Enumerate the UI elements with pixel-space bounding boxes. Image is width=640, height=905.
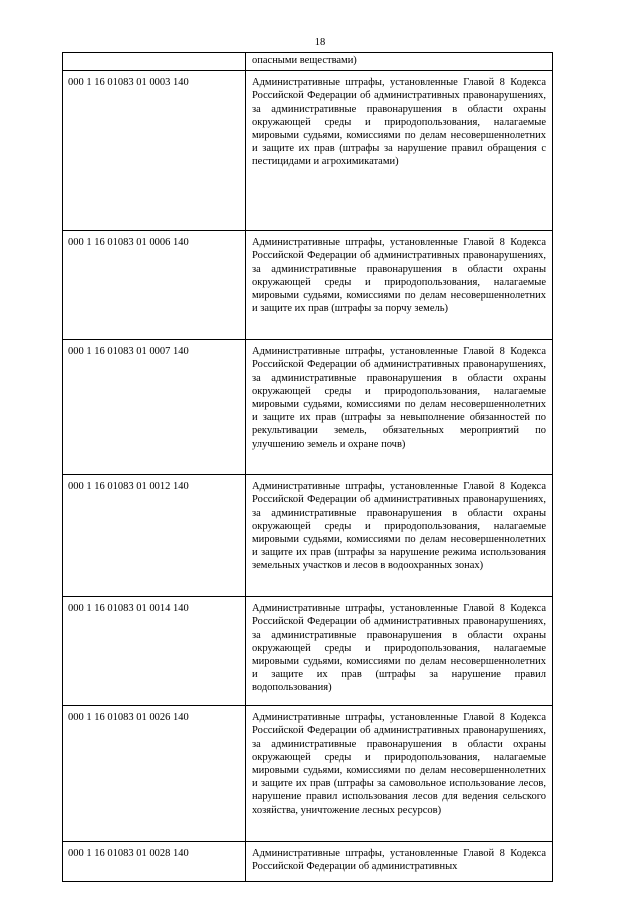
description-cell-continuation: опасными веществами) <box>246 53 553 71</box>
table-row <box>63 597 553 706</box>
code-cell: 000 1 16 01083 01 0006 140 <box>63 231 246 340</box>
page-number: 18 <box>314 37 326 48</box>
description-cell: Административные штрафы, установленные Главой 8 Кодекса Российской Федерации об административных правонарушениях, за административные правонарушения в области охраны окружающей среды и природопользования, налагаемые мировыми судьями, комиссиями по делам несовершеннолетних и защите их прав (штрафы за нарушение режима использования земельных участков и лесов в водоохранных зонах) <box>246 475 553 597</box>
table-row <box>63 340 553 475</box>
code-cell: 000 1 16 01083 01 0014 140 <box>63 597 246 706</box>
budget-codes-table <box>62 52 553 882</box>
code-cell: 000 1 16 01083 01 0026 140 <box>63 706 246 842</box>
description-cell: Административные штрафы, установленные Главой 8 Кодекса Российской Федерации об административных правонарушениях, за административные правонарушения в области охраны окружающей среды и природопользования, налагаемые мировыми судьями, комиссиями по делам несовершеннолетних и защите их прав (штрафы за порчу земель) <box>246 231 553 340</box>
table-row <box>63 842 553 882</box>
table-row <box>63 71 553 231</box>
table-row <box>63 231 553 340</box>
description-cell: Административные штрафы, установленные Главой 8 Кодекса Российской Федерации об административных <box>246 842 553 882</box>
code-cell: 000 1 16 01083 01 0007 140 <box>63 340 246 475</box>
code-cell-empty <box>63 53 246 71</box>
description-cell: Административные штрафы, установленные Главой 8 Кодекса Российской Федерации об административных правонарушениях, за административные правонарушения в области охраны окружающей среды и природопользования, налагаемые мировыми судьями, комиссиями по делам несовершеннолетних и защите их прав (штрафы за невыполнение обязанностей по рекультивации земель, обязательных мероприятий по улучшению земель и охране почв) <box>246 340 553 475</box>
code-cell: 000 1 16 01083 01 0003 140 <box>63 71 246 231</box>
table-row <box>63 475 553 597</box>
table-row <box>63 706 553 842</box>
code-cell: 000 1 16 01083 01 0028 140 <box>63 842 246 882</box>
description-cell: Административные штрафы, установленные Главой 8 Кодекса Российской Федерации об административных правонарушениях, за административные правонарушения в области охраны окружающей среды и природопользования, налагаемые мировыми судьями, комиссиями по делам несовершеннолетних и защите их прав (штрафы за самовольное использование лесов, нарушение правил использования лесов для ведения сельского хозяйства, уничтожение лесных ресурсов) <box>246 706 553 842</box>
code-cell: 000 1 16 01083 01 0012 140 <box>63 475 246 597</box>
table-row-continuation <box>63 53 553 71</box>
description-cell: Административные штрафы, установленные Главой 8 Кодекса Российской Федерации об административных правонарушениях, за административные правонарушения в области охраны окружающей среды и природопользования, налагаемые мировыми судьями, комиссиями по делам несовершеннолетних и защите их прав (штрафы за нарушение правил водопользования) <box>246 597 553 706</box>
description-cell: Административные штрафы, установленные Главой 8 Кодекса Российской Федерации об административных правонарушениях, за административные правонарушения в области охраны окружающей среды и природопользования, налагаемые мировыми судьями, комиссиями по делам несовершеннолетних и защите их прав (штрафы за нарушение правил обращения с пестицидами и агрохимикатами) <box>246 71 553 231</box>
